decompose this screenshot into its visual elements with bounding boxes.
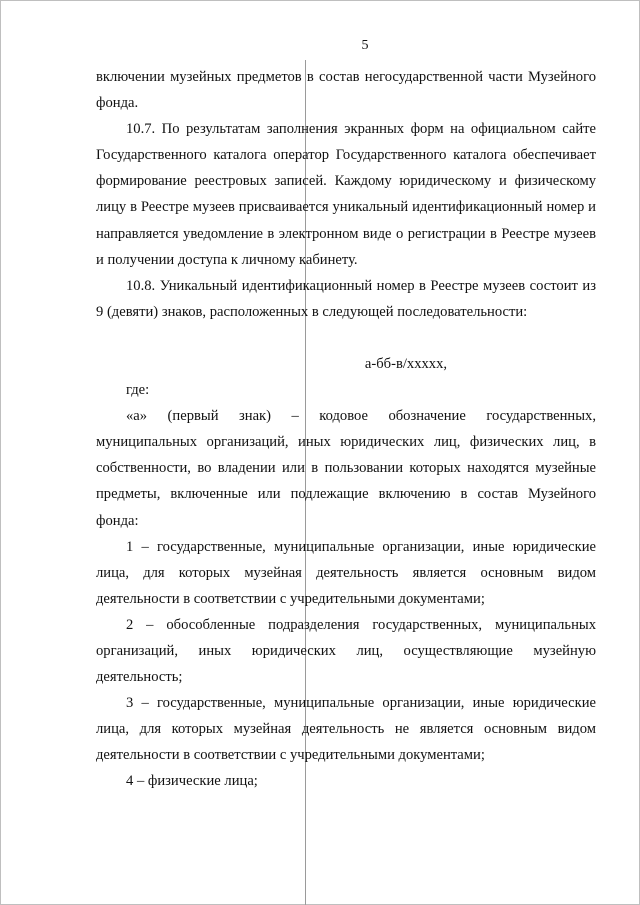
list-item-4: 4 – физические лица; [126, 773, 258, 790]
list-item-2: 2 – обособленные подразделения государственных, муниципальных организаций, иных юридических лиц, осуществляющие музейную деятельность; [96, 616, 596, 686]
id-number-format: а-бб-в/ххххх, [364, 355, 448, 372]
paragraph-10-8: 10.8. Уникальный идентификационный номер в Реестре музеев состоит из 9 (девяти) знаков, расположенных в следующей последовательности: [96, 277, 596, 320]
page-number: 5 [361, 38, 369, 53]
paragraph-continuation: включении музейных предметов в состав негосударственной части Музейного фонда. [96, 69, 596, 112]
list-item-1: 1 – государственные, муниципальные организации, иные юридические лица, для которых музейная деятельность является основным видом деятельности в соответствии с учредительными документами; [96, 538, 596, 607]
where-label: где: [126, 382, 150, 399]
definition-first-sign: «а» (первый знак) – кодовое обозначение государственных, муниципальных организаций, иных юридических лиц, физических лиц, в собственности, во владении или в пользовании которых находятся музейные предметы, включенные или подлежащие включению в состав Музейного фонда: [96, 408, 596, 529]
paragraph-10-7: 10.7. По результатам заполнения экранных форм на официальном сайте Государственного каталога оператор Государственного каталога обеспечивает формирование реестровых записей. Каждому юридическому и физическому лицу в Реестре музеев присваивается уникальный идентификационный номер и направляется уведомление в электронном виде о регистрации в Реестре музеев и получении доступа к личному кабинету. [96, 121, 596, 268]
document-body [96, 64, 596, 795]
list-item-3: 3 – государственные, муниципальные организации, иные юридические лица, для которых музейная деятельность не является основным видом деятельности в соответствии с учредительными документами; [96, 695, 596, 764]
